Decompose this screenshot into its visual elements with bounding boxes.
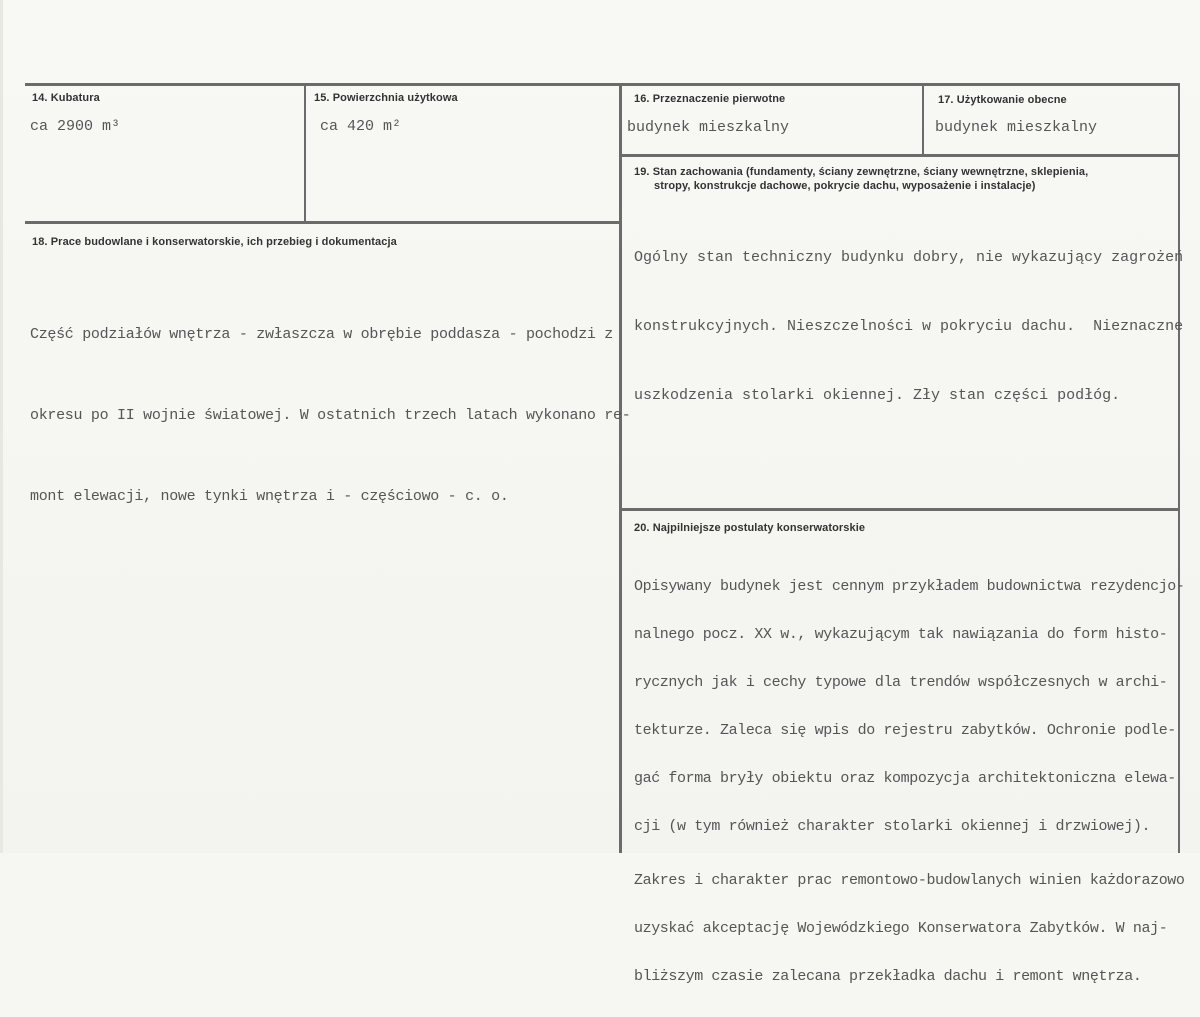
field-20-text-line: rycznych jak i cechy typowe dla trendów współczesnych w archi- [634,674,1168,691]
field-20-text-line: tekturze. Zaleca się wpis do rejestru zabytków. Ochronie podle- [634,722,1176,739]
field-20-text-line: uzyskać akceptację Wojewódzkiego Konserwatora Zabytków. W naj- [634,920,1168,937]
rule-below-16-17 [621,154,1180,157]
field-14-value: ca 2900 m³ [30,118,121,135]
divider-14-15 [304,84,306,224]
field-15-value: ca 420 m² [320,118,402,135]
top-rule [25,83,1180,86]
field-14-label: 14. Kubatura [32,92,100,104]
field-18-label: 18. Prace budowlane i konserwatorskie, ich przebieg i dokumentacja [32,236,397,248]
rule-above-20 [621,508,1180,511]
field-18-text-line: mont elewacji, nowe tynki wnętrza i - częściowo - c. o. [30,488,509,505]
field-19-text-line: uszkodzenia stolarki okiennej. Zły stan części podłóg. [634,387,1121,404]
field-20-text [634,547,1185,1017]
rule-below-14-15 [25,221,621,224]
field-20-label: 20. Najpilniejsze postulaty konserwatorskie [634,522,866,534]
field-18-text-line: okresu po II wojnie światowej. W ostatnich trzech latach wykonano re- [30,407,631,424]
field-19-label-line-1: 19. Stan zachowania (fundamenty, ściany zewnętrzne, ściany wewnętrzne, sklepienia, [634,166,1089,178]
field-19-text-line: konstrukcyjnych. Nieszczelności w pokryciu dachu. Nieznaczne [634,318,1184,335]
field-20-text-line: bliższym czasie zalecana przekładka dachu i remont wnętrza. [634,968,1142,985]
field-18-text [30,267,630,564]
field-17-value: budynek mieszkalny [935,119,1098,136]
divider-16-17 [922,84,924,156]
field-19-text-line: Ogólny stan techniczny budynku dobry, nie wykazujący zagrożeń [634,249,1184,266]
field-20-text-line: nalnego pocz. XX w., wykazującym tak nawiązania do form histo- [634,626,1168,643]
field-20-text-line: cji (w tym również charakter stolarki okiennej i drzwiowej). [634,818,1151,835]
field-16-value: budynek mieszkalny [627,119,790,136]
field-16-label: 16. Przeznaczenie pierwotne [634,93,786,105]
card-edge [0,0,3,853]
field-19-label [634,165,1088,193]
field-19-label-line-2: stropy, konstrukcje dachowe, pokrycie dachu, wyposażenie i instalacje) [654,180,1036,192]
field-18-text-line: Część podziałów wnętrza - zwłaszcza w obrębie poddasza - pochodzi z [30,326,613,343]
field-20-text-line: Zakres i charakter prac remontowo-budowlanych winien każdorazowo [634,872,1185,889]
field-20-text-line: gać forma bryły obiektu oraz kompozycja architektoniczna elewa- [634,770,1176,787]
field-15-label: 15. Powierzchnia użytkowa [314,92,458,104]
field-20-text-line: Opisywany budynek jest cennym przykładem budownictwa rezydencjo- [634,578,1185,595]
field-17-label: 17. Użytkowanie obecne [938,94,1067,106]
field-19-text [634,200,1183,453]
